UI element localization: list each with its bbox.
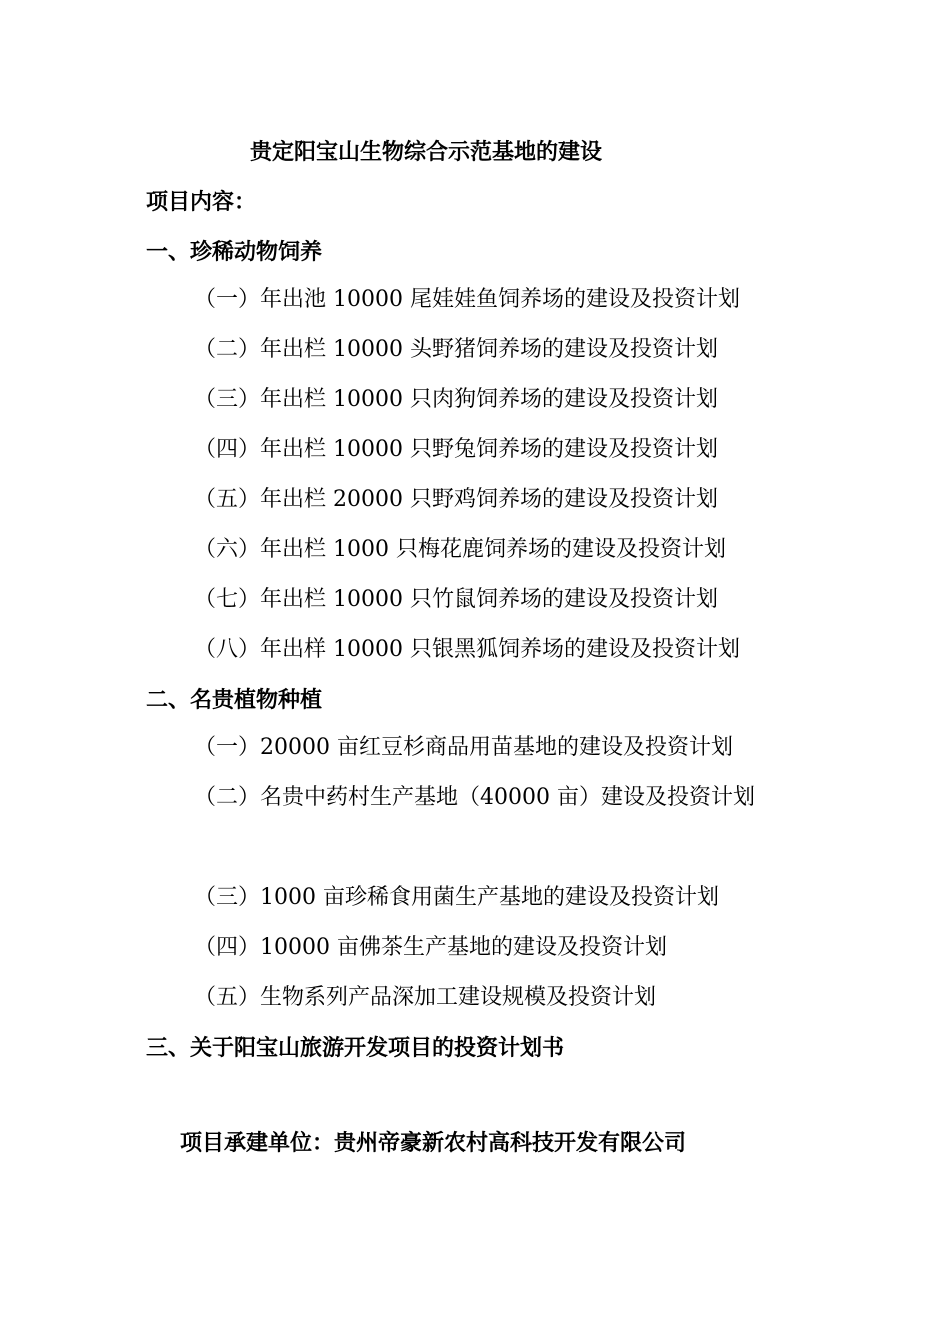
list-item-wrapped: （二）名贵中药村生产基地（40000 亩）建设及投资计划 — [194, 785, 755, 810]
list-item: （一）20000 亩红豆杉商品用苗基地的建设及投资计划 — [194, 735, 733, 760]
project-contractor: 项目承建单位：贵州帝豪新农村高科技开发有限公司 — [180, 1130, 687, 1156]
list-item: （一）年出池 10000 尾娃娃鱼饲养场的建设及投资计划 — [194, 287, 740, 312]
project-content-label: 项目内容： — [146, 189, 257, 215]
document-title: 贵定阳宝山生物综合示范基地的建设 — [250, 139, 603, 165]
list-item: （六）年出栏 1000 只梅花鹿饲养场的建设及投资计划 — [194, 537, 726, 562]
section-heading-animals: 一、珍稀动物饲养 — [146, 239, 323, 265]
list-item: （三）年出栏 10000 只肉狗饲养场的建设及投资计划 — [194, 387, 718, 412]
list-item: （四）年出栏 10000 只野兔饲养场的建设及投资计划 — [194, 437, 718, 462]
list-item: （三）1000 亩珍稀食用菌生产基地的建设及投资计划 — [194, 885, 719, 910]
list-item: （五）年出栏 20000 只野鸡饲养场的建设及投资计划 — [194, 487, 718, 512]
list-item: （四）10000 亩佛茶生产基地的建设及投资计划 — [194, 935, 667, 960]
list-item: （七）年出栏 10000 只竹鼠饲养场的建设及投资计划 — [194, 587, 718, 612]
section-heading-plants: 二、名贵植物种植 — [146, 687, 323, 713]
section-heading-tourism: 三、关于阳宝山旅游开发项目的投资计划书 — [146, 1035, 565, 1061]
list-item: （二）年出栏 10000 头野猪饲养场的建设及投资计划 — [194, 337, 718, 362]
list-item: （八）年出样 10000 只银黑狐饲养场的建设及投资计划 — [194, 637, 740, 662]
list-item: （五）生物系列产品深加工建设规模及投资计划 — [194, 985, 657, 1010]
